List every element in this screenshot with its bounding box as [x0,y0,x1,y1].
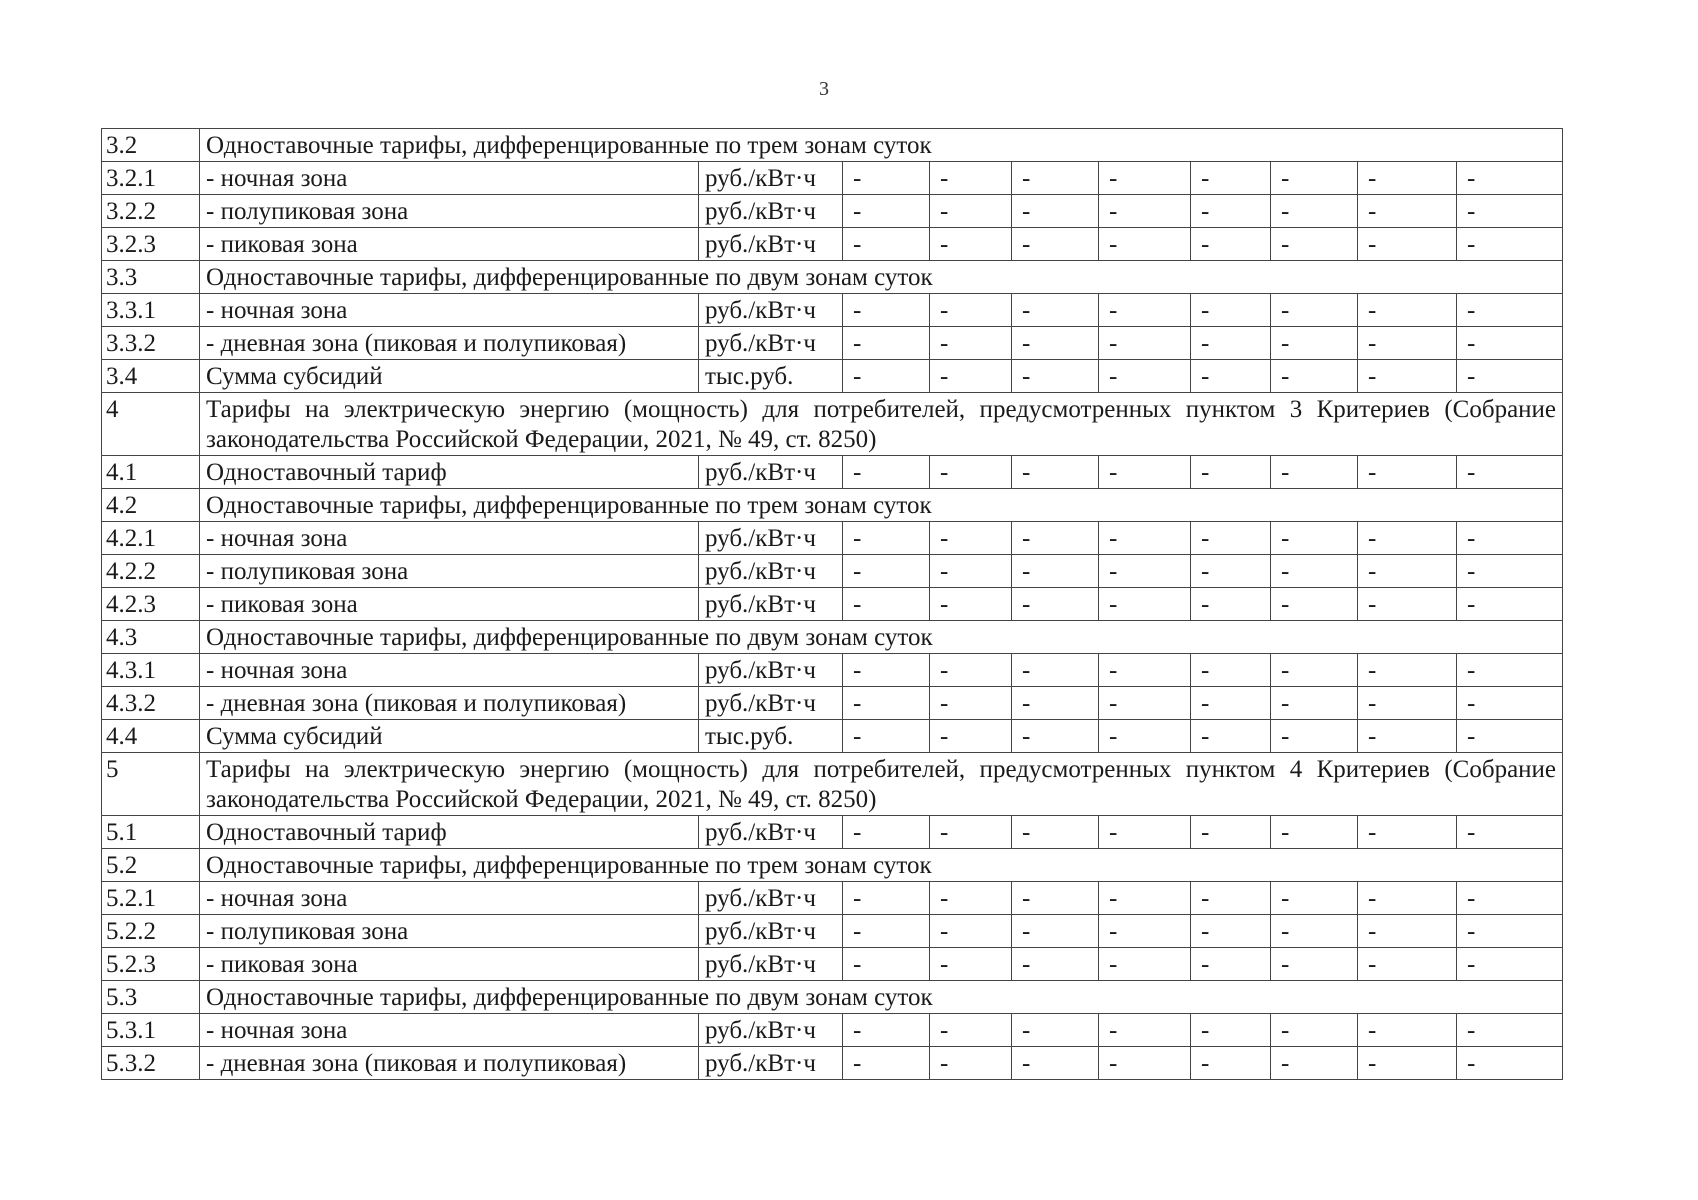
value-cell: - [843,195,930,228]
value-cell: - [930,720,1012,753]
section-title: Одноставочные тарифы, дифференцированные по трем зонам суток [200,849,1563,882]
row-unit: руб./кВт·ч [699,1047,843,1080]
value-cell: - [930,522,1012,555]
row-unit: руб./кВт·ч [699,882,843,915]
value-cell: - [1457,654,1563,687]
value-cell: - [1271,588,1358,621]
value-cell: - [1191,228,1271,261]
table-row [102,654,1563,687]
value-cell: - [1457,948,1563,981]
value-cell: - [1099,1047,1191,1080]
row-unit: руб./кВт·ч [699,1014,843,1047]
value-cell: - [930,456,1012,489]
table-row [102,882,1563,915]
value-cell: - [1271,720,1358,753]
value-cell: - [1271,360,1358,393]
row-number: 4.3.1 [102,654,200,687]
row-name: - дневная зона (пиковая и полупиковая) [200,687,699,720]
value-cell: - [1099,720,1191,753]
value-cell: - [930,228,1012,261]
group-title: Тарифы на электрическую энергию (мощность) для потребителей, предусмотренных пунктом 4 Критериев (Собрание законодательства Российской Федерации, 2021, № 49, ст. 8250) [200,753,1563,816]
value-cell: - [1099,522,1191,555]
value-cell: - [1191,720,1271,753]
table-row [102,456,1563,489]
row-unit: руб./кВт·ч [699,522,843,555]
value-cell: - [1099,915,1191,948]
value-cell: - [1012,456,1099,489]
row-number: 3.2.1 [102,162,200,195]
value-cell: - [1012,195,1099,228]
value-cell: - [1191,882,1271,915]
table-section-row [102,489,1563,522]
value-cell: - [1099,948,1191,981]
section-title: Одноставочные тарифы, дифференцированные по двум зонам суток [200,621,1563,654]
value-cell: - [1271,522,1358,555]
row-name: - полупиковая зона [200,555,699,588]
row-unit: тыс.руб. [699,360,843,393]
value-cell: - [1191,588,1271,621]
value-cell: - [1099,294,1191,327]
row-number: 4.3 [102,621,200,654]
value-cell: - [1271,687,1358,720]
value-cell: - [1457,1014,1563,1047]
value-cell: - [1099,327,1191,360]
value-cell: - [930,588,1012,621]
row-number: 4 [102,393,200,456]
value-cell: - [1099,456,1191,489]
value-cell: - [930,915,1012,948]
table-row [102,294,1563,327]
value-cell: - [1457,687,1563,720]
value-cell: - [1358,882,1457,915]
value-cell: - [1012,294,1099,327]
value-cell: - [930,1047,1012,1080]
row-number: 3.4 [102,360,200,393]
value-cell: - [1012,360,1099,393]
value-cell: - [1012,720,1099,753]
value-cell: - [1012,654,1099,687]
row-unit: руб./кВт·ч [699,816,843,849]
value-cell: - [1191,1047,1271,1080]
value-cell: - [843,720,930,753]
value-cell: - [1099,882,1191,915]
table-row [102,588,1563,621]
value-cell: - [843,1014,930,1047]
table-row [102,162,1563,195]
value-cell: - [930,294,1012,327]
value-cell: - [1099,555,1191,588]
row-unit: руб./кВт·ч [699,327,843,360]
value-cell: - [1457,588,1563,621]
value-cell: - [1271,228,1358,261]
value-cell: - [1012,1014,1099,1047]
section-title: Одноставочные тарифы, дифференцированные по трем зонам суток [200,129,1563,162]
value-cell: - [843,687,930,720]
table-row [102,360,1563,393]
table-row [102,816,1563,849]
value-cell: - [843,915,930,948]
value-cell: - [1457,456,1563,489]
row-unit: руб./кВт·ч [699,555,843,588]
table-header-row [102,753,1563,816]
row-unit: тыс.руб. [699,720,843,753]
row-number: 3.3.1 [102,294,200,327]
table-section-row [102,621,1563,654]
row-unit: руб./кВт·ч [699,195,843,228]
table-row [102,720,1563,753]
value-cell: - [1012,228,1099,261]
row-name: - ночная зона [200,522,699,555]
value-cell: - [1012,687,1099,720]
row-number: 3.2.3 [102,228,200,261]
value-cell: - [1099,1014,1191,1047]
row-number: 3.3 [102,261,200,294]
table-row [102,327,1563,360]
value-cell: - [930,882,1012,915]
value-cell: - [1191,456,1271,489]
value-cell: - [1099,687,1191,720]
value-cell: - [1358,1014,1457,1047]
table-section-row [102,129,1563,162]
value-cell: - [1012,327,1099,360]
row-name: - полупиковая зона [200,915,699,948]
value-cell: - [930,654,1012,687]
value-cell: - [1358,1047,1457,1080]
row-name: - пиковая зона [200,228,699,261]
page-number: 3 [819,78,829,100]
value-cell: - [1358,555,1457,588]
table-row [102,1047,1563,1080]
value-cell: - [930,555,1012,588]
row-number: 5.3.2 [102,1047,200,1080]
value-cell: - [1271,327,1358,360]
value-cell: - [1271,882,1358,915]
row-number: 5.2.3 [102,948,200,981]
row-name: - дневная зона (пиковая и полупиковая) [200,327,699,360]
row-name: - дневная зона (пиковая и полупиковая) [200,1047,699,1080]
value-cell: - [1191,162,1271,195]
value-cell: - [843,327,930,360]
value-cell: - [1012,588,1099,621]
row-number: 5.2.1 [102,882,200,915]
value-cell: - [1457,555,1563,588]
table-row [102,948,1563,981]
value-cell: - [1191,816,1271,849]
value-cell: - [1271,294,1358,327]
value-cell: - [1012,816,1099,849]
table-section-row [102,261,1563,294]
value-cell: - [1271,456,1358,489]
value-cell: - [1271,162,1358,195]
value-cell: - [1191,555,1271,588]
value-cell: - [1191,915,1271,948]
value-cell: - [1457,195,1563,228]
value-cell: - [1012,882,1099,915]
value-cell: - [843,360,930,393]
section-title: Одноставочные тарифы, дифференцированные по двум зонам суток [200,981,1563,1014]
value-cell: - [1191,948,1271,981]
table-row [102,1014,1563,1047]
value-cell: - [930,327,1012,360]
row-unit: руб./кВт·ч [699,915,843,948]
row-number: 5.2.2 [102,915,200,948]
row-number: 4.1 [102,456,200,489]
value-cell: - [1191,294,1271,327]
value-cell: - [1457,294,1563,327]
row-name: - ночная зона [200,162,699,195]
value-cell: - [930,948,1012,981]
row-unit: руб./кВт·ч [699,228,843,261]
value-cell: - [1099,654,1191,687]
value-cell: - [1012,555,1099,588]
value-cell: - [843,162,930,195]
value-cell: - [1099,816,1191,849]
value-cell: - [930,162,1012,195]
value-cell: - [1358,816,1457,849]
table-row [102,228,1563,261]
value-cell: - [1358,294,1457,327]
value-cell: - [1358,915,1457,948]
value-cell: - [930,360,1012,393]
table-row [102,195,1563,228]
value-cell: - [1457,720,1563,753]
value-cell: - [1457,882,1563,915]
section-title: Одноставочные тарифы, дифференцированные по трем зонам суток [200,489,1563,522]
row-name: Одноставочный тариф [200,816,699,849]
value-cell: - [843,294,930,327]
row-name: - пиковая зона [200,948,699,981]
value-cell: - [1358,654,1457,687]
value-cell: - [1191,327,1271,360]
value-cell: - [1457,522,1563,555]
table-section-row [102,981,1563,1014]
value-cell: - [1358,228,1457,261]
value-cell: - [930,687,1012,720]
value-cell: - [1271,555,1358,588]
row-number: 5.3.1 [102,1014,200,1047]
value-cell: - [843,654,930,687]
value-cell: - [1191,654,1271,687]
value-cell: - [1099,588,1191,621]
value-cell: - [1271,654,1358,687]
value-cell: - [1358,195,1457,228]
value-cell: - [1457,228,1563,261]
row-name: - ночная зона [200,294,699,327]
row-number: 5.1 [102,816,200,849]
row-number: 4.3.2 [102,687,200,720]
table-row [102,687,1563,720]
row-unit: руб./кВт·ч [699,456,843,489]
value-cell: - [1271,915,1358,948]
value-cell: - [1191,687,1271,720]
value-cell: - [1457,360,1563,393]
value-cell: - [1191,1014,1271,1047]
value-cell: - [1012,162,1099,195]
value-cell: - [930,816,1012,849]
value-cell: - [1358,522,1457,555]
row-number: 3.2.2 [102,195,200,228]
row-name: Сумма субсидий [200,720,699,753]
value-cell: - [1457,915,1563,948]
table-header-row [102,393,1563,456]
row-number: 4.2 [102,489,200,522]
row-unit: руб./кВт·ч [699,948,843,981]
value-cell: - [843,588,930,621]
row-name: - полупиковая зона [200,195,699,228]
row-unit: руб./кВт·ч [699,294,843,327]
value-cell: - [843,882,930,915]
tariff-table-body [102,129,1563,1080]
value-cell: - [1191,522,1271,555]
row-unit: руб./кВт·ч [699,588,843,621]
row-unit: руб./кВт·ч [699,654,843,687]
value-cell: - [1012,915,1099,948]
row-number: 5.3 [102,981,200,1014]
value-cell: - [843,522,930,555]
value-cell: - [1457,816,1563,849]
group-title: Тарифы на электрическую энергию (мощность) для потребителей, предусмотренных пунктом 3 Критериев (Собрание законодательства Российской Федерации, 2021, № 49, ст. 8250) [200,393,1563,456]
value-cell: - [1358,327,1457,360]
value-cell: - [843,816,930,849]
value-cell: - [1191,195,1271,228]
row-number: 3.3.2 [102,327,200,360]
row-number: 4.2.1 [102,522,200,555]
row-unit: руб./кВт·ч [699,162,843,195]
row-number: 4.4 [102,720,200,753]
value-cell: - [1358,360,1457,393]
row-name: - ночная зона [200,1014,699,1047]
value-cell: - [1012,522,1099,555]
value-cell: - [1099,162,1191,195]
row-number: 4.2.3 [102,588,200,621]
value-cell: - [1012,948,1099,981]
value-cell: - [1358,588,1457,621]
value-cell: - [1099,195,1191,228]
value-cell: - [930,195,1012,228]
value-cell: - [1358,948,1457,981]
value-cell: - [1012,1047,1099,1080]
value-cell: - [1457,327,1563,360]
value-cell: - [1191,360,1271,393]
value-cell: - [1358,162,1457,195]
value-cell: - [1271,1014,1358,1047]
value-cell: - [1271,1047,1358,1080]
section-title: Одноставочные тарифы, дифференцированные по двум зонам суток [200,261,1563,294]
tariff-table [101,128,1563,1080]
value-cell: - [1358,720,1457,753]
value-cell: - [1457,162,1563,195]
row-name: - ночная зона [200,882,699,915]
value-cell: - [1099,360,1191,393]
value-cell: - [843,456,930,489]
value-cell: - [1358,456,1457,489]
value-cell: - [843,555,930,588]
value-cell: - [1358,687,1457,720]
value-cell: - [1271,948,1358,981]
row-name: Одноставочный тариф [200,456,699,489]
row-unit: руб./кВт·ч [699,687,843,720]
value-cell: - [1271,195,1358,228]
row-name: - пиковая зона [200,588,699,621]
row-number: 4.2.2 [102,555,200,588]
value-cell: - [843,1047,930,1080]
table-row [102,522,1563,555]
row-number: 5 [102,753,200,816]
value-cell: - [843,228,930,261]
row-number: 5.2 [102,849,200,882]
row-number: 3.2 [102,129,200,162]
value-cell: - [1457,1047,1563,1080]
table-section-row [102,849,1563,882]
row-name: - ночная зона [200,654,699,687]
value-cell: - [930,1014,1012,1047]
value-cell: - [1099,228,1191,261]
table-row [102,555,1563,588]
value-cell: - [1271,816,1358,849]
table-row [102,915,1563,948]
row-name: Сумма субсидий [200,360,699,393]
value-cell: - [843,948,930,981]
